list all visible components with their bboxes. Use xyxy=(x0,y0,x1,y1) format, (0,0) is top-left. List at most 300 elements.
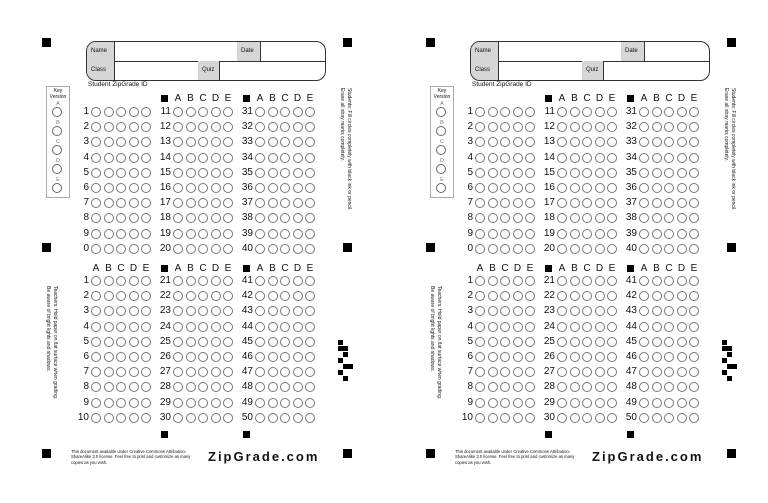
question-bubble[interactable] xyxy=(652,398,662,408)
question-bubble[interactable] xyxy=(305,153,315,163)
id-digit-bubble[interactable] xyxy=(525,153,535,163)
question-bubble[interactable] xyxy=(607,107,617,117)
question-bubble[interactable] xyxy=(223,153,233,163)
question-bubble[interactable] xyxy=(500,291,510,301)
question-bubble[interactable] xyxy=(268,291,278,301)
key-version-bubble[interactable] xyxy=(436,164,446,174)
question-bubble[interactable] xyxy=(198,183,208,193)
question-bubble[interactable] xyxy=(513,382,523,392)
id-digit-bubble[interactable] xyxy=(91,137,101,147)
question-bubble[interactable] xyxy=(639,213,649,223)
question-bubble[interactable] xyxy=(570,291,580,301)
question-bubble[interactable] xyxy=(557,122,567,132)
id-digit-bubble[interactable] xyxy=(91,153,101,163)
id-digit-bubble[interactable] xyxy=(141,198,151,208)
question-bubble[interactable] xyxy=(104,367,114,377)
question-bubble[interactable] xyxy=(223,352,233,362)
question-bubble[interactable] xyxy=(488,413,498,423)
question-bubble[interactable] xyxy=(293,198,303,208)
question-bubble[interactable] xyxy=(639,183,649,193)
question-bubble[interactable] xyxy=(293,306,303,316)
question-bubble[interactable] xyxy=(595,244,605,254)
question-bubble[interactable] xyxy=(293,168,303,178)
key-version-bubble[interactable] xyxy=(52,107,62,117)
question-bubble[interactable] xyxy=(129,276,139,286)
question-bubble[interactable] xyxy=(293,183,303,193)
question-bubble[interactable] xyxy=(280,153,290,163)
question-bubble[interactable] xyxy=(198,382,208,392)
id-digit-bubble[interactable] xyxy=(500,122,510,132)
question-bubble[interactable] xyxy=(570,122,580,132)
question-bubble[interactable] xyxy=(141,276,151,286)
question-bubble[interactable] xyxy=(664,413,674,423)
question-bubble[interactable] xyxy=(293,229,303,239)
id-digit-bubble[interactable] xyxy=(116,198,126,208)
question-bubble[interactable] xyxy=(104,322,114,332)
question-bubble[interactable] xyxy=(664,398,674,408)
question-bubble[interactable] xyxy=(211,413,221,423)
question-bubble[interactable] xyxy=(211,213,221,223)
id-digit-bubble[interactable] xyxy=(104,153,114,163)
question-bubble[interactable] xyxy=(570,153,580,163)
key-version-bubble[interactable] xyxy=(436,183,446,193)
id-digit-bubble[interactable] xyxy=(141,213,151,223)
id-digit-bubble[interactable] xyxy=(475,183,485,193)
question-bubble[interactable] xyxy=(652,198,662,208)
question-bubble[interactable] xyxy=(652,382,662,392)
question-bubble[interactable] xyxy=(198,122,208,132)
name-field[interactable] xyxy=(115,42,238,61)
question-bubble[interactable] xyxy=(570,413,580,423)
question-bubble[interactable] xyxy=(652,153,662,163)
question-bubble[interactable] xyxy=(129,337,139,347)
question-bubble[interactable] xyxy=(639,229,649,239)
question-bubble[interactable] xyxy=(570,229,580,239)
question-bubble[interactable] xyxy=(639,367,649,377)
question-bubble[interactable] xyxy=(488,382,498,392)
question-bubble[interactable] xyxy=(557,398,567,408)
question-bubble[interactable] xyxy=(475,337,485,347)
question-bubble[interactable] xyxy=(186,137,196,147)
id-digit-bubble[interactable] xyxy=(141,183,151,193)
question-bubble[interactable] xyxy=(595,367,605,377)
question-bubble[interactable] xyxy=(141,382,151,392)
id-digit-bubble[interactable] xyxy=(513,137,523,147)
id-digit-bubble[interactable] xyxy=(104,107,114,117)
question-bubble[interactable] xyxy=(513,413,523,423)
question-bubble[interactable] xyxy=(557,337,567,347)
question-bubble[interactable] xyxy=(211,398,221,408)
question-bubble[interactable] xyxy=(677,306,687,316)
question-bubble[interactable] xyxy=(173,213,183,223)
question-bubble[interactable] xyxy=(639,398,649,408)
question-bubble[interactable] xyxy=(173,229,183,239)
question-bubble[interactable] xyxy=(664,168,674,178)
question-bubble[interactable] xyxy=(104,337,114,347)
id-digit-bubble[interactable] xyxy=(475,229,485,239)
question-bubble[interactable] xyxy=(513,367,523,377)
question-bubble[interactable] xyxy=(582,122,592,132)
question-bubble[interactable] xyxy=(280,398,290,408)
question-bubble[interactable] xyxy=(582,322,592,332)
question-bubble[interactable] xyxy=(280,244,290,254)
question-bubble[interactable] xyxy=(293,213,303,223)
question-bubble[interactable] xyxy=(173,291,183,301)
id-digit-bubble[interactable] xyxy=(91,122,101,132)
question-bubble[interactable] xyxy=(305,229,315,239)
question-bubble[interactable] xyxy=(500,306,510,316)
question-bubble[interactable] xyxy=(582,153,592,163)
question-bubble[interactable] xyxy=(198,306,208,316)
question-bubble[interactable] xyxy=(677,168,687,178)
question-bubble[interactable] xyxy=(557,213,567,223)
question-bubble[interactable] xyxy=(129,306,139,316)
question-bubble[interactable] xyxy=(689,183,699,193)
question-bubble[interactable] xyxy=(305,352,315,362)
question-bubble[interactable] xyxy=(639,276,649,286)
question-bubble[interactable] xyxy=(91,291,101,301)
question-bubble[interactable] xyxy=(211,367,221,377)
id-digit-bubble[interactable] xyxy=(141,107,151,117)
question-bubble[interactable] xyxy=(582,398,592,408)
id-digit-bubble[interactable] xyxy=(475,244,485,254)
question-bubble[interactable] xyxy=(557,306,567,316)
question-bubble[interactable] xyxy=(689,413,699,423)
question-bubble[interactable] xyxy=(173,413,183,423)
question-bubble[interactable] xyxy=(129,352,139,362)
question-bubble[interactable] xyxy=(664,198,674,208)
question-bubble[interactable] xyxy=(488,306,498,316)
id-digit-bubble[interactable] xyxy=(500,168,510,178)
question-bubble[interactable] xyxy=(525,352,535,362)
id-digit-bubble[interactable] xyxy=(104,122,114,132)
question-bubble[interactable] xyxy=(280,137,290,147)
question-bubble[interactable] xyxy=(500,352,510,362)
question-bubble[interactable] xyxy=(280,291,290,301)
question-bubble[interactable] xyxy=(525,382,535,392)
question-bubble[interactable] xyxy=(223,168,233,178)
question-bubble[interactable] xyxy=(211,198,221,208)
id-digit-bubble[interactable] xyxy=(141,229,151,239)
question-bubble[interactable] xyxy=(293,337,303,347)
id-digit-bubble[interactable] xyxy=(116,183,126,193)
question-bubble[interactable] xyxy=(173,306,183,316)
question-bubble[interactable] xyxy=(525,276,535,286)
question-bubble[interactable] xyxy=(186,107,196,117)
question-bubble[interactable] xyxy=(677,122,687,132)
question-bubble[interactable] xyxy=(173,244,183,254)
question-bubble[interactable] xyxy=(186,229,196,239)
question-bubble[interactable] xyxy=(677,367,687,377)
id-digit-bubble[interactable] xyxy=(525,122,535,132)
question-bubble[interactable] xyxy=(223,137,233,147)
id-digit-bubble[interactable] xyxy=(129,122,139,132)
id-digit-bubble[interactable] xyxy=(116,244,126,254)
question-bubble[interactable] xyxy=(198,398,208,408)
question-bubble[interactable] xyxy=(268,306,278,316)
id-digit-bubble[interactable] xyxy=(104,229,114,239)
question-bubble[interactable] xyxy=(305,122,315,132)
date-field[interactable] xyxy=(261,42,325,61)
question-bubble[interactable] xyxy=(198,337,208,347)
question-bubble[interactable] xyxy=(652,367,662,377)
question-bubble[interactable] xyxy=(186,337,196,347)
question-bubble[interactable] xyxy=(293,382,303,392)
question-bubble[interactable] xyxy=(639,137,649,147)
question-bubble[interactable] xyxy=(607,398,617,408)
id-digit-bubble[interactable] xyxy=(475,153,485,163)
question-bubble[interactable] xyxy=(582,229,592,239)
question-bubble[interactable] xyxy=(186,168,196,178)
question-bubble[interactable] xyxy=(557,352,567,362)
question-bubble[interactable] xyxy=(116,413,126,423)
id-digit-bubble[interactable] xyxy=(129,198,139,208)
question-bubble[interactable] xyxy=(639,322,649,332)
question-bubble[interactable] xyxy=(475,382,485,392)
question-bubble[interactable] xyxy=(500,367,510,377)
id-digit-bubble[interactable] xyxy=(488,183,498,193)
question-bubble[interactable] xyxy=(280,107,290,117)
question-bubble[interactable] xyxy=(305,382,315,392)
question-bubble[interactable] xyxy=(607,137,617,147)
question-bubble[interactable] xyxy=(677,413,687,423)
question-bubble[interactable] xyxy=(677,291,687,301)
question-bubble[interactable] xyxy=(104,413,114,423)
question-bubble[interactable] xyxy=(91,352,101,362)
question-bubble[interactable] xyxy=(141,398,151,408)
id-digit-bubble[interactable] xyxy=(525,198,535,208)
key-version-bubble[interactable] xyxy=(436,126,446,136)
id-digit-bubble[interactable] xyxy=(91,229,101,239)
question-bubble[interactable] xyxy=(582,244,592,254)
question-bubble[interactable] xyxy=(198,413,208,423)
question-bubble[interactable] xyxy=(475,276,485,286)
id-digit-bubble[interactable] xyxy=(488,229,498,239)
question-bubble[interactable] xyxy=(129,413,139,423)
question-bubble[interactable] xyxy=(570,168,580,178)
question-bubble[interactable] xyxy=(91,413,101,423)
question-bubble[interactable] xyxy=(570,213,580,223)
question-bubble[interactable] xyxy=(104,276,114,286)
question-bubble[interactable] xyxy=(677,398,687,408)
question-bubble[interactable] xyxy=(570,352,580,362)
question-bubble[interactable] xyxy=(268,398,278,408)
question-bubble[interactable] xyxy=(116,322,126,332)
question-bubble[interactable] xyxy=(268,244,278,254)
question-bubble[interactable] xyxy=(223,413,233,423)
question-bubble[interactable] xyxy=(198,213,208,223)
question-bubble[interactable] xyxy=(293,276,303,286)
id-digit-bubble[interactable] xyxy=(488,198,498,208)
id-digit-bubble[interactable] xyxy=(91,198,101,208)
question-bubble[interactable] xyxy=(268,352,278,362)
question-bubble[interactable] xyxy=(91,382,101,392)
question-bubble[interactable] xyxy=(595,352,605,362)
question-bubble[interactable] xyxy=(104,352,114,362)
question-bubble[interactable] xyxy=(677,107,687,117)
question-bubble[interactable] xyxy=(173,322,183,332)
question-bubble[interactable] xyxy=(198,322,208,332)
question-bubble[interactable] xyxy=(255,337,265,347)
question-bubble[interactable] xyxy=(607,291,617,301)
id-digit-bubble[interactable] xyxy=(488,122,498,132)
question-bubble[interactable] xyxy=(293,367,303,377)
question-bubble[interactable] xyxy=(211,153,221,163)
question-bubble[interactable] xyxy=(639,122,649,132)
id-digit-bubble[interactable] xyxy=(91,244,101,254)
id-digit-bubble[interactable] xyxy=(525,107,535,117)
question-bubble[interactable] xyxy=(557,291,567,301)
question-bubble[interactable] xyxy=(652,107,662,117)
question-bubble[interactable] xyxy=(607,352,617,362)
question-bubble[interactable] xyxy=(689,229,699,239)
question-bubble[interactable] xyxy=(173,107,183,117)
question-bubble[interactable] xyxy=(116,306,126,316)
question-bubble[interactable] xyxy=(255,107,265,117)
id-digit-bubble[interactable] xyxy=(488,137,498,147)
question-bubble[interactable] xyxy=(91,306,101,316)
question-bubble[interactable] xyxy=(488,398,498,408)
question-bubble[interactable] xyxy=(173,276,183,286)
question-bubble[interactable] xyxy=(500,337,510,347)
question-bubble[interactable] xyxy=(677,213,687,223)
question-bubble[interactable] xyxy=(607,244,617,254)
question-bubble[interactable] xyxy=(186,398,196,408)
question-bubble[interactable] xyxy=(639,352,649,362)
id-digit-bubble[interactable] xyxy=(513,122,523,132)
question-bubble[interactable] xyxy=(664,367,674,377)
id-digit-bubble[interactable] xyxy=(475,168,485,178)
question-bubble[interactable] xyxy=(607,306,617,316)
question-bubble[interactable] xyxy=(141,413,151,423)
question-bubble[interactable] xyxy=(223,291,233,301)
question-bubble[interactable] xyxy=(211,322,221,332)
question-bubble[interactable] xyxy=(639,168,649,178)
question-bubble[interactable] xyxy=(211,183,221,193)
question-bubble[interactable] xyxy=(305,306,315,316)
id-digit-bubble[interactable] xyxy=(513,244,523,254)
question-bubble[interactable] xyxy=(595,198,605,208)
question-bubble[interactable] xyxy=(488,352,498,362)
question-bubble[interactable] xyxy=(268,153,278,163)
question-bubble[interactable] xyxy=(689,198,699,208)
question-bubble[interactable] xyxy=(639,306,649,316)
question-bubble[interactable] xyxy=(280,382,290,392)
key-version-bubble[interactable] xyxy=(52,145,62,155)
question-bubble[interactable] xyxy=(129,398,139,408)
question-bubble[interactable] xyxy=(255,322,265,332)
id-digit-bubble[interactable] xyxy=(525,168,535,178)
question-bubble[interactable] xyxy=(652,291,662,301)
id-digit-bubble[interactable] xyxy=(500,244,510,254)
question-bubble[interactable] xyxy=(595,183,605,193)
question-bubble[interactable] xyxy=(607,153,617,163)
question-bubble[interactable] xyxy=(570,398,580,408)
question-bubble[interactable] xyxy=(255,382,265,392)
question-bubble[interactable] xyxy=(280,213,290,223)
question-bubble[interactable] xyxy=(557,168,567,178)
question-bubble[interactable] xyxy=(652,137,662,147)
question-bubble[interactable] xyxy=(582,168,592,178)
id-digit-bubble[interactable] xyxy=(500,198,510,208)
question-bubble[interactable] xyxy=(677,153,687,163)
question-bubble[interactable] xyxy=(91,276,101,286)
id-digit-bubble[interactable] xyxy=(475,213,485,223)
question-bubble[interactable] xyxy=(500,382,510,392)
question-bubble[interactable] xyxy=(305,168,315,178)
id-digit-bubble[interactable] xyxy=(475,107,485,117)
question-bubble[interactable] xyxy=(141,322,151,332)
id-digit-bubble[interactable] xyxy=(129,183,139,193)
question-bubble[interactable] xyxy=(475,322,485,332)
question-bubble[interactable] xyxy=(173,198,183,208)
question-bubble[interactable] xyxy=(677,322,687,332)
question-bubble[interactable] xyxy=(639,198,649,208)
question-bubble[interactable] xyxy=(268,337,278,347)
question-bubble[interactable] xyxy=(173,337,183,347)
id-digit-bubble[interactable] xyxy=(91,183,101,193)
id-digit-bubble[interactable] xyxy=(513,198,523,208)
id-digit-bubble[interactable] xyxy=(116,122,126,132)
question-bubble[interactable] xyxy=(475,291,485,301)
question-bubble[interactable] xyxy=(305,137,315,147)
question-bubble[interactable] xyxy=(255,183,265,193)
quiz-field[interactable] xyxy=(604,61,709,80)
id-digit-bubble[interactable] xyxy=(91,213,101,223)
id-digit-bubble[interactable] xyxy=(141,168,151,178)
question-bubble[interactable] xyxy=(186,413,196,423)
question-bubble[interactable] xyxy=(280,337,290,347)
question-bubble[interactable] xyxy=(607,122,617,132)
id-digit-bubble[interactable] xyxy=(500,153,510,163)
question-bubble[interactable] xyxy=(557,229,567,239)
question-bubble[interactable] xyxy=(582,198,592,208)
key-version-bubble[interactable] xyxy=(52,164,62,174)
id-digit-bubble[interactable] xyxy=(129,213,139,223)
question-bubble[interactable] xyxy=(223,306,233,316)
question-bubble[interactable] xyxy=(488,367,498,377)
question-bubble[interactable] xyxy=(186,213,196,223)
question-bubble[interactable] xyxy=(689,291,699,301)
question-bubble[interactable] xyxy=(677,382,687,392)
question-bubble[interactable] xyxy=(91,337,101,347)
question-bubble[interactable] xyxy=(129,367,139,377)
question-bubble[interactable] xyxy=(607,413,617,423)
question-bubble[interactable] xyxy=(689,322,699,332)
id-digit-bubble[interactable] xyxy=(488,107,498,117)
question-bubble[interactable] xyxy=(173,398,183,408)
question-bubble[interactable] xyxy=(305,322,315,332)
question-bubble[interactable] xyxy=(173,382,183,392)
id-digit-bubble[interactable] xyxy=(104,244,114,254)
question-bubble[interactable] xyxy=(639,413,649,423)
question-bubble[interactable] xyxy=(570,322,580,332)
question-bubble[interactable] xyxy=(607,367,617,377)
id-digit-bubble[interactable] xyxy=(488,213,498,223)
question-bubble[interactable] xyxy=(664,291,674,301)
question-bubble[interactable] xyxy=(582,352,592,362)
question-bubble[interactable] xyxy=(305,398,315,408)
id-digit-bubble[interactable] xyxy=(513,107,523,117)
question-bubble[interactable] xyxy=(652,276,662,286)
question-bubble[interactable] xyxy=(293,398,303,408)
key-version-bubble[interactable] xyxy=(52,183,62,193)
question-bubble[interactable] xyxy=(211,137,221,147)
question-bubble[interactable] xyxy=(689,244,699,254)
question-bubble[interactable] xyxy=(664,107,674,117)
question-bubble[interactable] xyxy=(293,322,303,332)
question-bubble[interactable] xyxy=(280,198,290,208)
